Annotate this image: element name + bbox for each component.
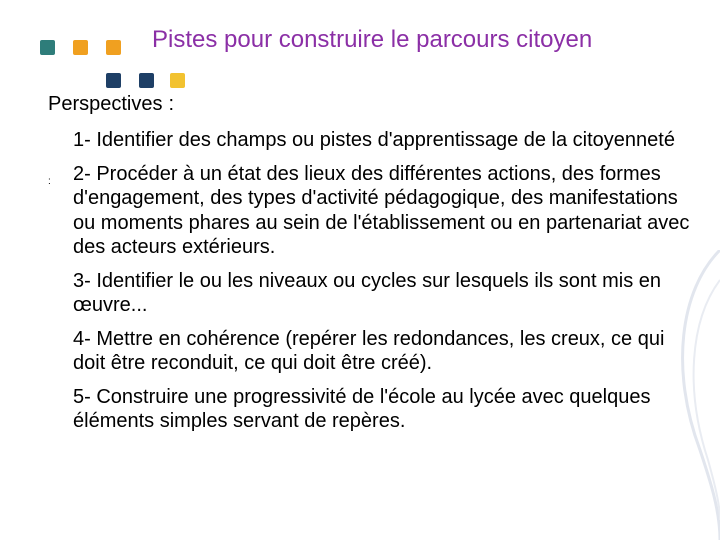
navy-square-icon [106, 73, 121, 88]
perspectives-list [73, 128, 693, 443]
orange-square-icon [73, 40, 88, 55]
decorative-curve-icon [660, 250, 720, 540]
navy-square-icon [139, 73, 154, 88]
list-item: 1- Identifier des champs ou pistes d'apprentissage de la citoyenneté [73, 129, 675, 151]
section-heading-text: Perspectives [48, 93, 163, 115]
section-heading-colon: : [168, 93, 175, 115]
list-item: 2- Procéder à un état des lieux des différentes actions, des formes d'engagement, des types d'activité pédagogique, des manifestations ou moments phares au sein de l'établissement ou en partenariat avec des acteurs extérieurs. [73, 162, 690, 258]
yellow-square-icon [170, 73, 185, 88]
list-item: 5- Construire une progressivité de l'école au lycée avec quelques éléments simples servant de repères. [73, 385, 651, 432]
teal-square-icon [40, 40, 55, 55]
slide-title: Pistes pour construire le parcours citoyen [152, 26, 593, 53]
list-item: 3- Identifier le ou les niveaux ou cycles sur lesquels ils sont mis en œuvre... [73, 269, 662, 316]
orange-square-icon [106, 40, 121, 55]
section-heading [48, 90, 174, 118]
list-item: 4- Mettre en cohérence (repérer les redondances, les creux, ce qui doit être reconduit, ce qui doit être créé). [73, 327, 665, 374]
bullet-marker: : [48, 176, 51, 187]
